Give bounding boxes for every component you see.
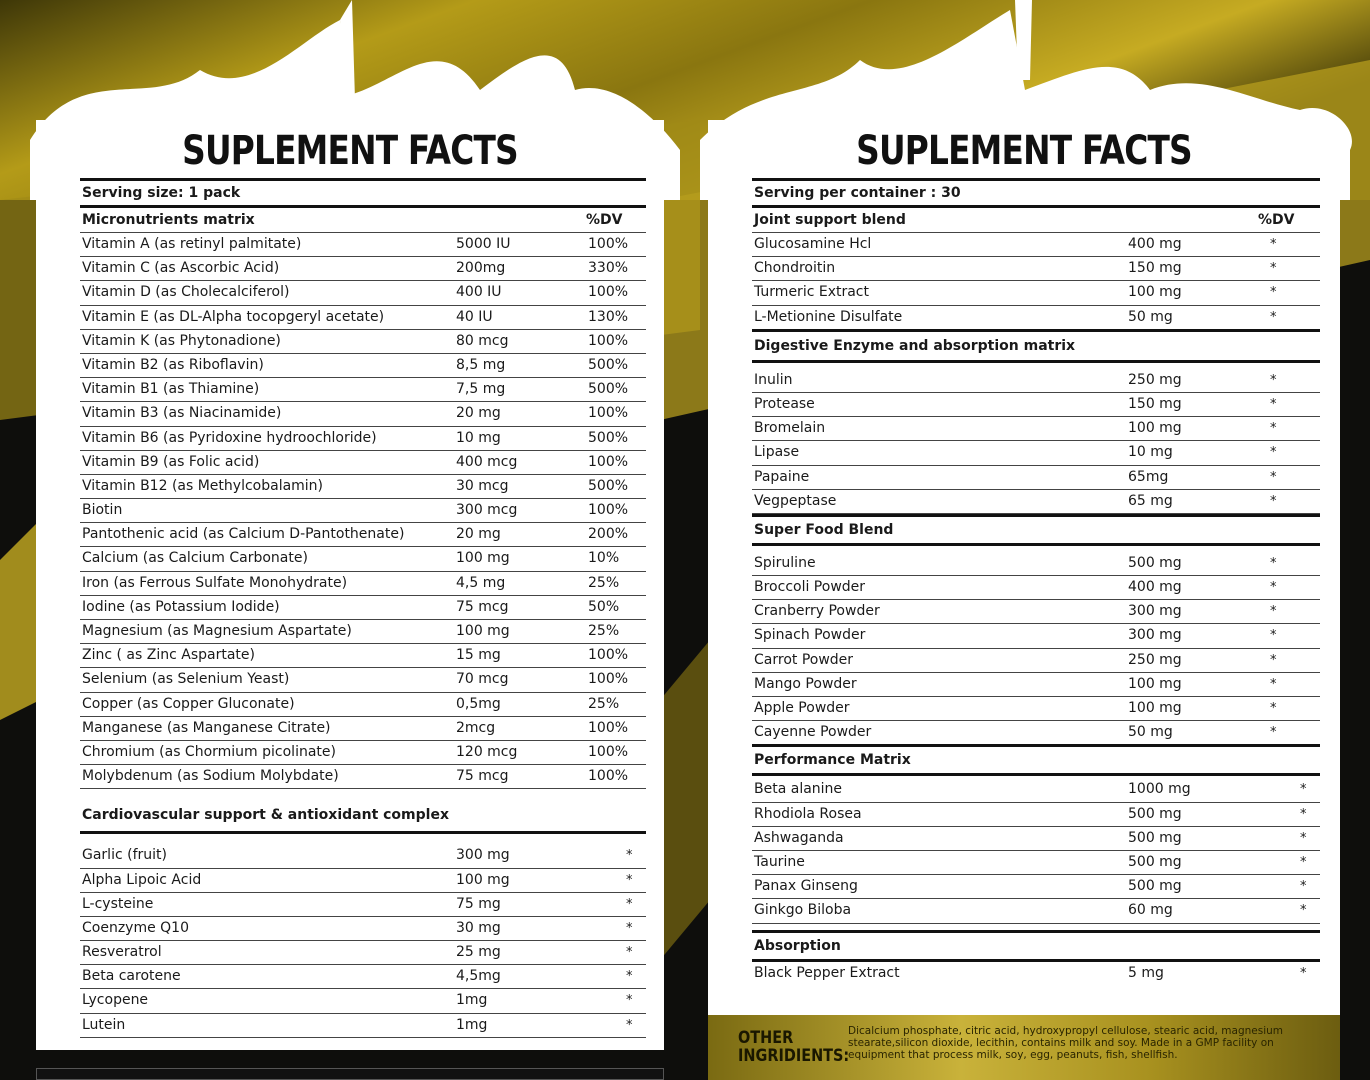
ingredient-amount: 100 mg: [456, 623, 510, 639]
daily-value: *: [626, 945, 633, 961]
section-header-cardio: Cardiovascular support & antioxidant complex: [82, 807, 449, 824]
ingredient-name: Coenzyme Q10: [82, 919, 189, 936]
table-row: [752, 827, 1320, 851]
daily-value: *: [1270, 469, 1277, 485]
table-row: [80, 257, 646, 281]
ingredient-name: Ashwaganda: [754, 829, 844, 846]
section-header-performance: Performance Matrix: [754, 752, 911, 769]
ingredient-amount: 400 IU: [456, 284, 502, 301]
ingredient-name: Broccoli Powder: [754, 579, 866, 596]
ingredient-name: Iodine (as Potassium Iodide): [82, 598, 280, 615]
ingredient-amount: 20 mg: [456, 526, 501, 543]
table-row: [752, 962, 1320, 985]
ingredient-amount: 400 mcg: [456, 453, 518, 470]
ingredient-amount: 100 mg: [456, 871, 510, 888]
table-row: [752, 466, 1320, 490]
ingredient-amount: 80 mcg: [456, 332, 509, 349]
ingredient-name: Vitamin E (as DL-Alpha tocopgeryl acetate): [82, 308, 385, 325]
daily-value: 330%: [588, 260, 629, 277]
ingredient-amount: 500 mg: [1128, 554, 1182, 571]
daily-value: *: [626, 1017, 633, 1033]
table-row: [80, 499, 646, 523]
ingredient-amount: 70 mcg: [456, 671, 509, 688]
bottom-strip: [36, 1068, 664, 1080]
ingredient-name: Chromium (as Chormium picolinate): [82, 743, 336, 760]
daily-value: 10%: [588, 550, 620, 567]
ingredient-name: Vitamin B1 (as Thiamine): [82, 381, 260, 398]
ingredient-amount: 40 IU: [456, 308, 493, 325]
ingredient-name: Vitamin A (as retinyl palmitate): [82, 236, 302, 252]
other-ingredients-bar: [708, 1015, 1340, 1080]
ingredient-amount: 100 mg: [1128, 675, 1182, 692]
ingredient-name: Black Pepper Extract: [754, 964, 900, 981]
ingredient-name: Calcium (as Calcium Carbonate): [82, 550, 308, 567]
table-row: [752, 649, 1320, 673]
table-row: [80, 989, 646, 1013]
ingredient-amount: 65mg: [1128, 468, 1169, 485]
ingredient-name: Cayenne Powder: [754, 724, 872, 741]
table-row: [80, 668, 646, 692]
ingredient-name: Zinc ( as Zinc Aspartate): [82, 647, 255, 664]
daily-value: *: [1270, 604, 1277, 620]
table-row: [80, 427, 646, 451]
ingredient-name: Taurine: [754, 853, 805, 870]
ingredient-name: Molybdenum (as Sodium Molybdate): [82, 768, 339, 785]
daily-value: 100%: [588, 236, 629, 252]
daily-value: *: [1270, 493, 1277, 509]
ingredient-amount: 150 mg: [1128, 260, 1182, 277]
ingredient-amount: 75 mg: [456, 895, 501, 912]
supplement-facts-panel-left: [36, 120, 664, 1050]
ingredient-amount: 10 mg: [456, 429, 501, 446]
ingredient-name: Papaine: [754, 468, 810, 485]
daily-value: *: [1270, 445, 1277, 461]
table-row: [752, 306, 1320, 329]
ingredient-amount: 150 mg: [1128, 395, 1182, 412]
ingredient-name: L-Metionine Disulfate: [754, 308, 903, 325]
ingredient-amount: 30 mcg: [456, 477, 509, 494]
ingredient-amount: 100 mg: [1128, 284, 1182, 301]
ingredient-name: Iron (as Ferrous Sulfate Monohydrate): [82, 574, 348, 591]
ingredient-amount: 0,5mg: [456, 695, 501, 712]
ingredient-amount: 50 mg: [1128, 308, 1173, 325]
daily-value: *: [1270, 701, 1277, 716]
ingredient-amount: 300 mg: [456, 847, 510, 864]
other-ingredients-label: OTHER INGRIDIENTS:: [738, 1028, 850, 1066]
ingredient-name: Pantothenic acid (as Calcium D-Pantothenate): [82, 526, 405, 543]
panel-title: SUPLEMENT FACTS: [856, 128, 1192, 174]
table-row: [752, 441, 1320, 465]
daily-value: *: [1270, 725, 1277, 741]
ingredient-amount: 50 mg: [1128, 724, 1173, 741]
ingredient-amount: 120 mcg: [456, 743, 518, 760]
ingredient-name: Vitamin B6 (as Pyridoxine hydroochloride): [82, 429, 377, 446]
ingredient-amount: 400 mg: [1128, 579, 1182, 596]
table-row: [752, 393, 1320, 417]
ingredient-amount: 250 mg: [1128, 651, 1182, 668]
daily-value: *: [626, 896, 633, 912]
ingredient-name: Inulin: [754, 371, 793, 388]
table-row: [80, 1014, 646, 1038]
table-row: [80, 306, 646, 330]
table-row: [80, 965, 646, 989]
ingredient-amount: 300 mcg: [456, 502, 518, 519]
table-row: [80, 869, 646, 893]
ingredient-amount: 100 mg: [456, 550, 510, 567]
daily-value: *: [1270, 555, 1277, 571]
ingredient-amount: 5 mg: [1128, 964, 1164, 981]
daily-value: 100%: [588, 405, 629, 422]
ingredient-name: Vitamin K (as Phytonadione): [82, 332, 281, 349]
table-row: [752, 490, 1320, 514]
daily-value: *: [1270, 628, 1277, 644]
ingredient-amount: 1mg: [456, 1016, 488, 1033]
ingredient-amount: 500 mg: [1128, 829, 1182, 846]
table-row: [752, 875, 1320, 899]
ingredient-amount: 500 mg: [1128, 853, 1182, 870]
table-row: [80, 620, 646, 644]
daily-value: 25%: [588, 574, 620, 591]
table-row: [80, 475, 646, 499]
supplement-facts-panel-right: [708, 120, 1340, 1080]
ingredient-amount: 30 mg: [456, 919, 501, 936]
serving-per-container: Serving per container : 30: [754, 185, 961, 201]
ingredient-name: Turmeric Extract: [754, 284, 869, 301]
section-header-micronutrients: Micronutrients matrix %DV: [80, 208, 646, 233]
ingredient-amount: 500 mg: [1128, 805, 1182, 822]
ingredient-amount: 2mcg: [456, 719, 496, 736]
daily-value: 100%: [588, 332, 629, 349]
ingredient-name: L-cysteine: [82, 895, 154, 912]
table-row: [752, 600, 1320, 624]
daily-value: *: [1270, 261, 1277, 277]
daily-value: 100%: [588, 284, 629, 301]
other-ingredients-text: Dicalcium phosphate, citric acid, hydroxypropyl cellulose, stearic acid, magnesium stearate,silicon dioxide, lecithin, contains milk and soy. Made in a GMP facility on equipment that process milk, soy, egg, peanuts, fish, shellfish.: [848, 1025, 1284, 1061]
ingredient-name: Vitamin B3 (as Niacinamide): [82, 405, 282, 422]
digestive-list: [752, 369, 1320, 514]
table-row: [80, 572, 646, 596]
ingredient-name: Garlic (fruit): [82, 847, 167, 864]
table-row: [80, 917, 646, 941]
daily-value: 100%: [588, 647, 629, 664]
ingredient-amount: 10 mg: [1128, 444, 1173, 461]
daily-value: 100%: [588, 453, 629, 470]
ingredient-name: Manganese (as Manganese Citrate): [82, 719, 331, 736]
ingredient-amount: 1mg: [456, 992, 488, 1009]
ingredient-amount: 60 mg: [1128, 902, 1173, 919]
daily-value: 100%: [588, 768, 629, 785]
ingredient-amount: 15 mg: [456, 647, 501, 664]
daily-value: 200%: [588, 526, 629, 543]
ingredient-amount: 500 mg: [1128, 878, 1182, 895]
ingredient-amount: 25 mg: [456, 944, 501, 961]
ingredient-amount: 200mg: [456, 260, 506, 277]
table-row: [80, 233, 646, 257]
daily-value: *: [626, 872, 633, 888]
ingredient-name: Apple Powder: [754, 700, 850, 716]
daily-value: *: [626, 848, 633, 864]
table-row: [80, 402, 646, 426]
daily-value: *: [1300, 782, 1307, 798]
ingredient-amount: 5000 IU: [456, 236, 511, 252]
daily-value: *: [1270, 309, 1277, 325]
daily-value: 100%: [588, 743, 629, 760]
ingredient-name: Glucosamine Hcl: [754, 236, 872, 252]
table-row: [80, 451, 646, 475]
table-row: [752, 803, 1320, 827]
ingredient-amount: 65 mg: [1128, 492, 1173, 509]
absorption-list: [752, 962, 1320, 985]
table-row: [80, 893, 646, 917]
table-row: [80, 693, 646, 717]
ingredient-name: Lutein: [82, 1016, 126, 1033]
daily-value: *: [1270, 652, 1277, 668]
daily-value: 50%: [588, 598, 620, 615]
superfood-list: [752, 552, 1320, 745]
daily-value: 500%: [588, 381, 629, 398]
daily-value: 25%: [588, 623, 620, 639]
daily-value: *: [1270, 421, 1277, 437]
ingredient-name: Beta carotene: [82, 968, 181, 985]
daily-value: 500%: [588, 356, 629, 373]
facts-table-left: [80, 178, 646, 1038]
table-row: [80, 354, 646, 378]
daily-value: *: [1300, 879, 1307, 895]
ingredient-name: Rhodiola Rosea: [754, 805, 862, 822]
daily-value: *: [1270, 676, 1277, 692]
table-row: [80, 717, 646, 741]
daily-value: 500%: [588, 477, 629, 494]
table-row: [80, 523, 646, 547]
ingredient-amount: 400 mg: [1128, 236, 1182, 252]
daily-value: 500%: [588, 429, 629, 446]
table-row: [80, 941, 646, 965]
ingredient-name: Vitamin D (as Cholecalciferol): [82, 284, 290, 301]
facts-table-right: [752, 178, 1320, 985]
daily-value: *: [1270, 580, 1277, 596]
ingredient-amount: 100 mg: [1128, 420, 1182, 437]
micronutrients-list: [80, 233, 646, 789]
table-row: [752, 851, 1320, 875]
daily-value: *: [1300, 806, 1307, 822]
ingredient-name: Beta alanine: [754, 781, 843, 798]
ingredient-amount: 250 mg: [1128, 371, 1182, 388]
daily-value: *: [1300, 830, 1307, 846]
ingredient-name: Vitamin B2 (as Riboflavin): [82, 356, 264, 373]
table-row: [80, 596, 646, 620]
ingredient-amount: 4,5mg: [456, 968, 501, 985]
table-row: [752, 899, 1320, 923]
ingredient-name: Bromelain: [754, 420, 826, 437]
section-header-absorption: Absorption: [754, 937, 841, 954]
ingredient-name: Vitamin C (as Ascorbic Acid): [82, 260, 280, 277]
serving-size: Serving size: 1 pack: [82, 185, 241, 201]
ingredient-name: Panax Ginseng: [754, 878, 858, 895]
table-row: [752, 576, 1320, 600]
ingredient-amount: 100 mg: [1128, 700, 1182, 716]
ingredient-name: Alpha Lipoic Acid: [82, 871, 202, 888]
table-row: [752, 624, 1320, 648]
ingredient-amount: 7,5 mg: [456, 381, 506, 398]
table-row: [752, 721, 1320, 744]
ingredient-name: Lycopene: [82, 992, 149, 1009]
ingredient-name: Biotin: [82, 502, 123, 519]
ingredient-amount: 20 mg: [456, 405, 501, 422]
daily-value: *: [1300, 903, 1307, 919]
table-row: [80, 378, 646, 402]
ingredient-amount: 75 mcg: [456, 768, 509, 785]
table-row: [752, 257, 1320, 281]
ingredient-amount: 75 mcg: [456, 598, 509, 615]
ingredient-name: Spinach Powder: [754, 627, 866, 644]
table-row: [752, 369, 1320, 393]
daily-value: *: [1270, 372, 1277, 388]
ingredient-name: Spiruline: [754, 554, 816, 571]
daily-value: 130%: [588, 308, 629, 325]
table-row: [752, 233, 1320, 257]
daily-value: 100%: [588, 671, 629, 688]
daily-value: 100%: [588, 502, 629, 519]
section-header-joint: Joint support blend %DV: [752, 208, 1320, 233]
table-row: [80, 844, 646, 868]
panel-title: SUPLEMENT FACTS: [182, 128, 518, 174]
daily-value: *: [1300, 965, 1307, 981]
ingredient-name: Vitamin B9 (as Folic acid): [82, 453, 260, 470]
table-row: [80, 330, 646, 354]
daily-value: *: [1300, 854, 1307, 870]
daily-value: *: [626, 969, 633, 985]
ingredient-name: Lipase: [754, 444, 800, 461]
ingredient-amount: 300 mg: [1128, 603, 1182, 620]
ingredient-amount: 4,5 mg: [456, 574, 506, 591]
table-row: [752, 778, 1320, 802]
ingredient-name: Copper (as Copper Gluconate): [82, 695, 295, 712]
table-row: [80, 741, 646, 765]
ingredient-name: Vegpeptase: [754, 492, 837, 509]
table-row: [752, 673, 1320, 697]
ingredient-name: Resveratrol: [82, 944, 162, 961]
cardio-list: [80, 844, 646, 1038]
daily-value: *: [1270, 285, 1277, 301]
section-header-digestive: Digestive Enzyme and absorption matrix: [754, 337, 1076, 354]
table-row: [752, 697, 1320, 721]
ingredient-name: Selenium (as Selenium Yeast): [82, 671, 290, 688]
joint-list: [752, 233, 1320, 329]
ingredient-amount: 1000 mg: [1128, 781, 1191, 798]
daily-value: *: [626, 920, 633, 936]
table-row: [752, 281, 1320, 305]
daily-value: *: [626, 993, 633, 1009]
section-header-superfood: Super Food Blend: [754, 521, 894, 538]
daily-value: *: [1270, 396, 1277, 412]
ingredient-name: Carrot Powder: [754, 651, 854, 668]
ingredient-name: Cranberry Powder: [754, 603, 880, 620]
daily-value: 100%: [588, 719, 629, 736]
ingredient-name: Chondroitin: [754, 260, 836, 277]
ingredient-name: Magnesium (as Magnesium Aspartate): [82, 623, 352, 639]
ingredient-amount: 8,5 mg: [456, 356, 506, 373]
ingredient-name: Protease: [754, 395, 815, 412]
daily-value: 25%: [588, 695, 620, 712]
table-row: [80, 644, 646, 668]
ingredient-name: Vitamin B12 (as Methylcobalamin): [82, 477, 324, 494]
daily-value: *: [1270, 237, 1277, 252]
table-row: [752, 417, 1320, 441]
ingredient-name: Mango Powder: [754, 675, 857, 692]
ingredient-amount: 300 mg: [1128, 627, 1182, 644]
table-row: [80, 765, 646, 789]
table-row: [80, 281, 646, 305]
table-row: [752, 552, 1320, 576]
ingredient-name: Ginkgo Biloba: [754, 902, 852, 919]
table-row: [80, 547, 646, 571]
performance-list: [752, 778, 1320, 923]
